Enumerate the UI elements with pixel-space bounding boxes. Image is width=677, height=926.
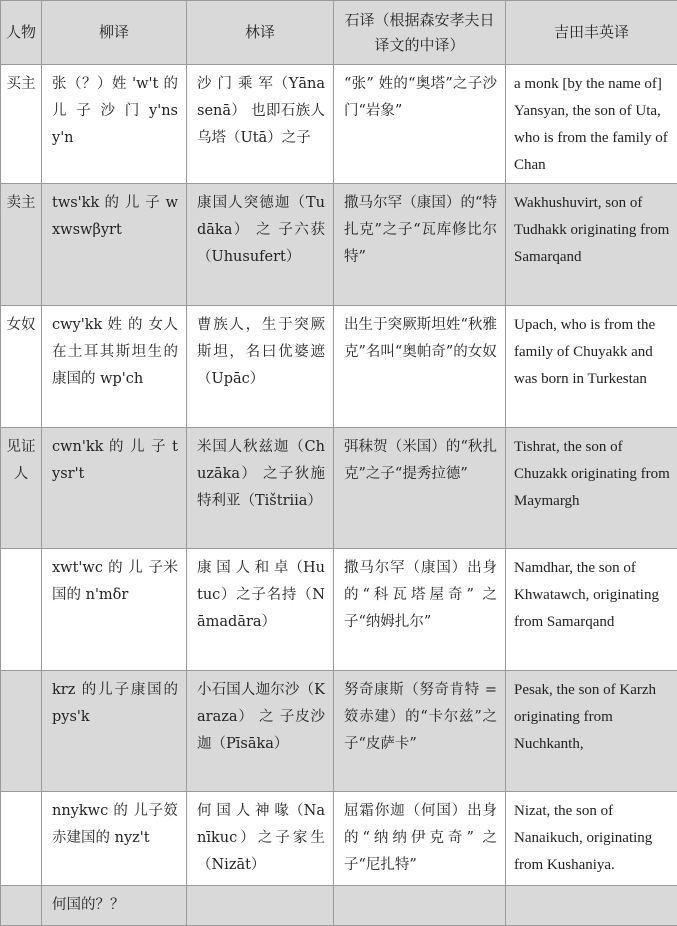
lin-cell: 康国人突德迦（Tudāka） 之 子六获（Uhusufert）	[187, 184, 334, 306]
header-role: 人物	[1, 1, 42, 65]
liu-cell: xwt'wc 的 儿 子米国的 n'mδr	[42, 549, 187, 671]
liu-cell: 何国的？？	[42, 886, 187, 926]
yoshida-cell	[506, 886, 677, 926]
shi-cell: 出生于突厥斯坦姓“秋雅克”名叫“奥帕奇”的女奴	[334, 306, 506, 428]
liu-cell: cwy'kk 姓 的 女人在土耳其斯坦生的康国的 wp'ch	[42, 306, 187, 428]
table-row	[1, 306, 677, 428]
lin-cell: 曹族人，生于突厥斯坦，名曰优婆遮（Upāc）	[187, 306, 334, 428]
lin-cell: 小石国人迦尔沙（Karaza） 之 子皮沙迦（Pīsāka）	[187, 671, 334, 792]
role-cell	[1, 671, 42, 792]
table-row	[1, 792, 677, 886]
shi-cell: 努奇康斯（努奇肯特 = 笯赤建）的“卡尔兹”之子“皮萨卡”	[334, 671, 506, 792]
yoshida-cell: Wakhushuvirt, son of Tudhakk originating from Samarqand	[506, 184, 677, 306]
yoshida-cell: Tishrat, the son of Chuzakk originating from Maymargh	[506, 428, 677, 549]
header-shi: 石译（根据森安孝夫日译文的中译）	[334, 1, 506, 65]
shi-cell: 屈霜你迦（何国）出身的“纳纳伊克奇” 之子“尼扎特”	[334, 792, 506, 886]
role-cell: 女奴	[1, 306, 42, 428]
yoshida-cell: Upach, who is from the family of Chuyakk and was born in Turkestan	[506, 306, 677, 428]
table-row	[1, 428, 677, 549]
role-cell	[1, 549, 42, 671]
header-lin: 林译	[187, 1, 334, 65]
table-row	[1, 65, 677, 184]
role-cell: 卖主	[1, 184, 42, 306]
yoshida-cell: Nizat, the son of Nanaikuch, originating from Kushaniya.	[506, 792, 677, 886]
yoshida-cell: Pesak, the son of Karzh originating from Nuchkanth,	[506, 671, 677, 792]
header-liu: 柳译	[42, 1, 187, 65]
liu-cell: nnykwc 的 儿子笯赤建国的 nyz't	[42, 792, 187, 886]
lin-cell: 沙 门 乘 军（Yānasenā） 也即石族人乌塔（Utā）之子	[187, 65, 334, 184]
shi-cell: 撒马尔罕（康国）的“特扎克”之子“瓦库修比尔特”	[334, 184, 506, 306]
liu-cell: krz 的儿子康国的 pys'k	[42, 671, 187, 792]
lin-cell	[187, 886, 334, 926]
liu-cell: tws'kk 的 儿 子 wxwswβyrt	[42, 184, 187, 306]
table-row	[1, 886, 677, 926]
table-row	[1, 184, 677, 306]
lin-cell: 米国人秋兹迦（Chuzāka） 之子狄施特利亚（Tištriia）	[187, 428, 334, 549]
shi-cell	[334, 886, 506, 926]
role-cell: 买主	[1, 65, 42, 184]
table-row	[1, 549, 677, 671]
role-cell	[1, 792, 42, 886]
liu-cell: 张（？）姓 'w't 的 儿 子 沙 门 y'nsy'n	[42, 65, 187, 184]
lin-cell: 康 国 人 和 卓（Hutuc）之子名持（Nāmadāra）	[187, 549, 334, 671]
header-row	[1, 1, 677, 65]
shi-cell: 弭秣贺（米国）的“秋扎克”之子“提秀拉德”	[334, 428, 506, 549]
yoshida-cell: a monk [by the name of] Yansyan, the son of Uta, who is from the family of Chan	[506, 65, 677, 184]
lin-cell: 何 国 人 神 喙（Nanīkuc）之子家生（Nizāt）	[187, 792, 334, 886]
shi-cell: 撒马尔罕（康国）出身的“科瓦塔屋奇” 之子“纳姆扎尔”	[334, 549, 506, 671]
liu-cell: cwn'kk 的 儿 子 tysr't	[42, 428, 187, 549]
table-row	[1, 671, 677, 792]
role-cell	[1, 886, 42, 926]
yoshida-cell: Namdhar, the son of Khwatawch, originating from Samarqand	[506, 549, 677, 671]
header-yoshida: 吉田丰英译	[506, 1, 677, 65]
shi-cell: “张” 姓的“奥塔”之子沙门“岩象”	[334, 65, 506, 184]
role-cell: 见证人	[1, 428, 42, 549]
